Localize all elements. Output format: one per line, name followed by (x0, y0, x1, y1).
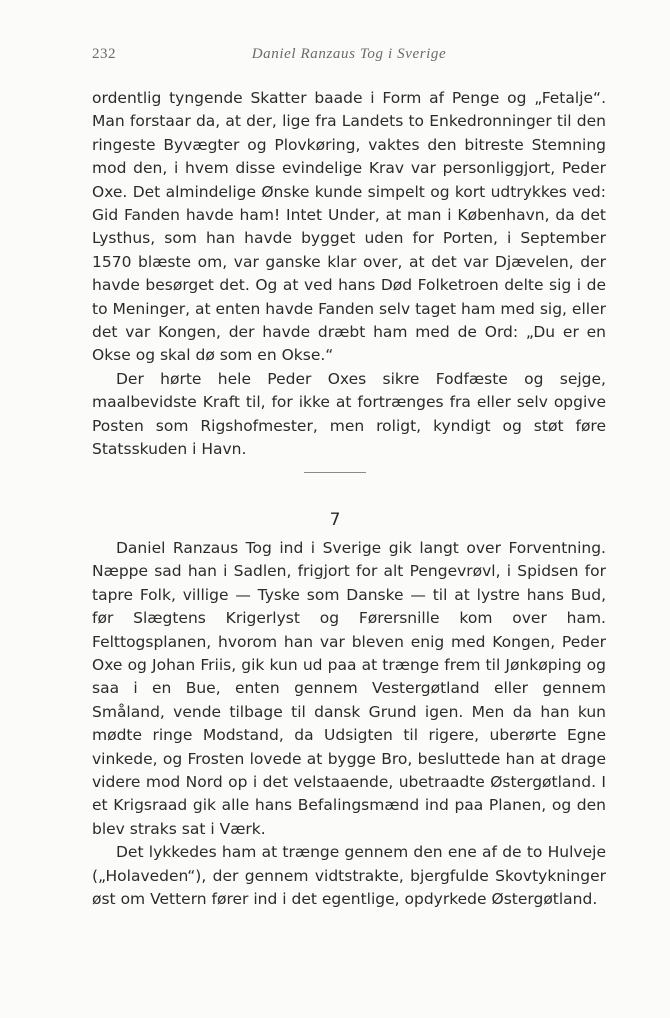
page-header (92, 46, 606, 70)
section-divider (304, 472, 366, 473)
paragraph: Daniel Ranzaus Tog ind i Sverige gik langt over Forventning. Næppe sad han i Sadlen, frigjort for alt Pengevrøvl, i Spidsen for tapre Folk, villige — Tyske som Danske — til at lystre hans Bud, før Slægtens Krigerlyst og Førersnille kom over ham. Felttogsplanen, hvorom han var bleven enig med Kongen, Peder Oxe og Johan Friis, gik kun ud paa at trænge frem til Jønkøping og saa i en Bue, enten gennem Vestergøtland eller gennem Småland, vende tilbage til dansk Grund igen. Men da han kun mødte ringe Modstand, da Udsigten til rigere, uberørte Egne vinkede, og Frosten lovede at bygge Bro, besluttede han at drage videre mod Nord op i det velstaaende, ubetraadte Østergøtland. I et Krigsraad gik alle hans Befalingsmænd ind paa Planen, og den blev straks sat i Værk. (92, 539, 606, 838)
paragraph: Der hørte hele Peder Oxes sikre Fodfæste og sejge, maalbevidste Kraft til, for ikke at fortrænges fra eller selv opgive Posten som Rigshofmester, men roligt, kyndigt og støt føre Statsskuden i Havn. (92, 369, 606, 459)
running-title: Daniel Ranzaus Tog i Sverige (251, 46, 447, 62)
section-number: 7 (329, 510, 341, 530)
paragraph: ordentlig tyngende Skatter baade i Form af Penge og „Fetalje“. Man forstaar da, at der, lige fra Landets to Enkedronninger til den ringeste Byvægter og Plovkøring, vaktes den bitreste Stemning mod den, i hvem disse evindelige Krav var personliggjort, Peder Oxe. Det almindelige Ønske kunde simpelt og kort udtrykkes ved: Gid Fanden havde ham! Intet Under, at man i København, da det Lysthus, som han havde bygget uden for Porten, i September 1570 blæste om, var ganske klar over, at det var Djævelen, der havde besørget det. Og at ved hans Død Folketroen delte sig i de to Meninger, at enten havde Fanden selv taget ham med sig, eller det var Kongen, der havde dræbt ham med de Ord: „Du er en Okse og skal dø som en Okse.“ (92, 89, 606, 365)
page-number: 232 (92, 46, 116, 62)
section-7-text (92, 537, 606, 912)
section-continued-text (92, 87, 606, 462)
paragraph: Det lykkedes ham at trænge gennem den ene af de to Hulveje („Holaveden“), der gennem vidtstrakte, bjergfulde Skovtykninger øst om Vettern fører ind i det egentlige, opdyrkede Østergøtland. (92, 843, 606, 909)
